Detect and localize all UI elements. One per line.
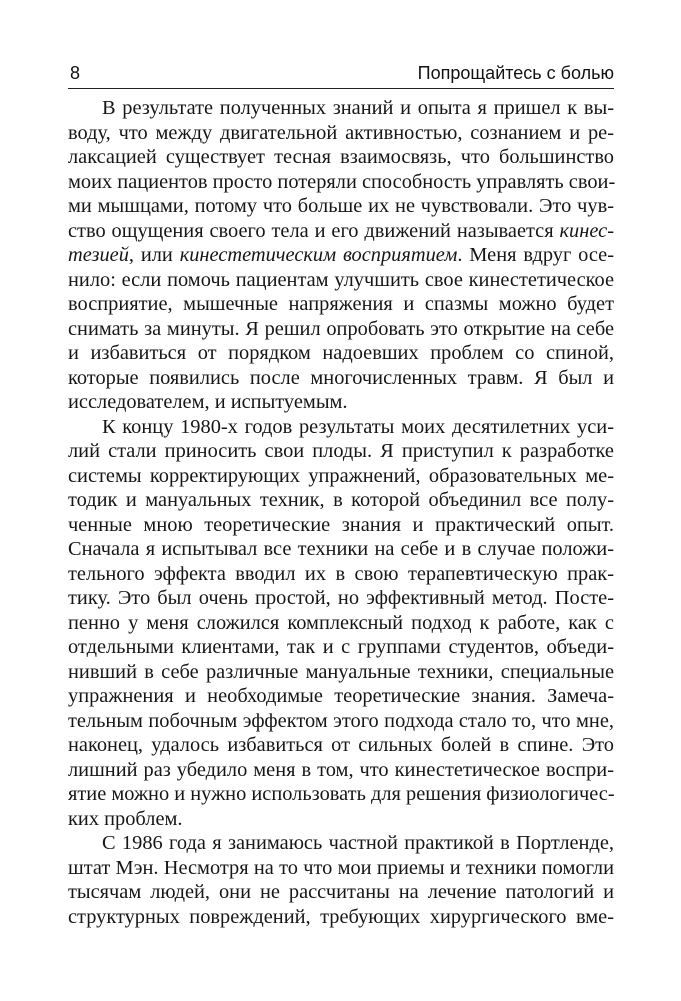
text-line: [68, 243, 614, 268]
body-text: [68, 96, 614, 929]
text-run: . Меня вдруг осе-: [457, 244, 615, 266]
italic-term: кинестетическим восприятием: [179, 244, 458, 266]
text-line: ятие можно и нужно использовать для решения физиологичес-: [68, 783, 615, 805]
text-line: тику. Это был очень простой, но эффективный метод. Посте-: [68, 587, 614, 609]
chapter-title: Попрощайтесь с болью: [417, 63, 614, 83]
text-line: и избавиться от порядком надоевших проблем со спиной,: [68, 342, 614, 364]
text-line: тодик и мануальных техник, в которой объединил все полу-: [68, 489, 614, 511]
text-run: ство ощущения своего тела и его движений называется: [68, 219, 560, 242]
text-line: тысячам людей, они не рассчитаны на лечение патологий и: [68, 881, 614, 903]
italic-term: кинес-: [559, 219, 614, 242]
text-line: К концу 1980-х годов результаты моих десятилетних уси-: [102, 415, 614, 438]
text-line: системы корректирующих упражнений, образовательных ме-: [68, 464, 614, 487]
text-line: штат Мэн. Несмотря на то что мои приемы и техники помогли: [68, 856, 614, 879]
header-rule: [68, 88, 614, 89]
text-line: лишний раз убедило меня в том, что кинестетическое воспри-: [68, 758, 614, 781]
text-line: снимать за минуты. Я решил опробовать это открытие на себе: [68, 317, 614, 340]
text-line: ченные мною теоретические знания и практический опыт.: [68, 513, 614, 536]
text-line: нило: если помочь пациентам улучшить свое кинестетическое: [68, 268, 614, 291]
text-line: структурных повреждений, требующих хирургического вме-: [68, 905, 614, 928]
text-line: тельного эффекта вводил их в свою терапевтическую прак-: [68, 562, 614, 585]
text-line: упражнения и необходимые теоретические знания. Замеча-: [68, 685, 614, 707]
text-line: В результате полученных знаний и опыта я пришел к вы-: [102, 97, 614, 119]
text-line: Сначала я испытывал все техники на себе и в случае положи-: [68, 538, 614, 560]
paragraph-2: [68, 415, 614, 832]
text-line: лий стали приносить свои плоды. Я приступил к разработке: [68, 440, 614, 462]
text-line: пенно у меня сложился комплексный подход к работе, как с: [68, 611, 614, 634]
text-line: ких проблем.: [68, 807, 183, 830]
text-line: С 1986 года я занимаюсь частной практикой в Портленде,: [102, 832, 614, 854]
page-number: 8: [70, 63, 81, 83]
text-line: моих пациентов просто потеряли способность управлять свои-: [68, 170, 616, 193]
paragraph-3: [68, 831, 614, 929]
text-run: , или: [128, 244, 180, 266]
text-line: исследователем, и испытуемым.: [68, 391, 348, 413]
text-line: воду, что между двигательной активностью, сознанием и ре-: [68, 121, 614, 144]
text-line: наконец, удалось избавиться от сильных болей в спине. Это: [68, 734, 614, 756]
paragraph-1: [68, 96, 614, 415]
text-line: лаксацией существует тесная взаимосвязь, что большинство: [68, 146, 614, 168]
text-line: ми мышцами, потому что больше их не чувствовали. Это чув-: [68, 195, 614, 217]
text-line: которые появились после многочисленных травм. Я был и: [68, 366, 614, 389]
text-line: нивший в себе различные мануальные техники, специальные: [68, 660, 614, 683]
text-line: восприятие, мышечные напряжения и спазмы можно будет: [68, 293, 614, 315]
text-line: тельным побочным эффектом этого подхода стало то, что мне,: [68, 709, 614, 732]
text-line: отдельными клиентами, так и с группами студентов, объеди-: [68, 636, 614, 658]
italic-term: тезией: [68, 244, 129, 266]
running-head: [68, 62, 614, 86]
text-line: [68, 219, 614, 244]
